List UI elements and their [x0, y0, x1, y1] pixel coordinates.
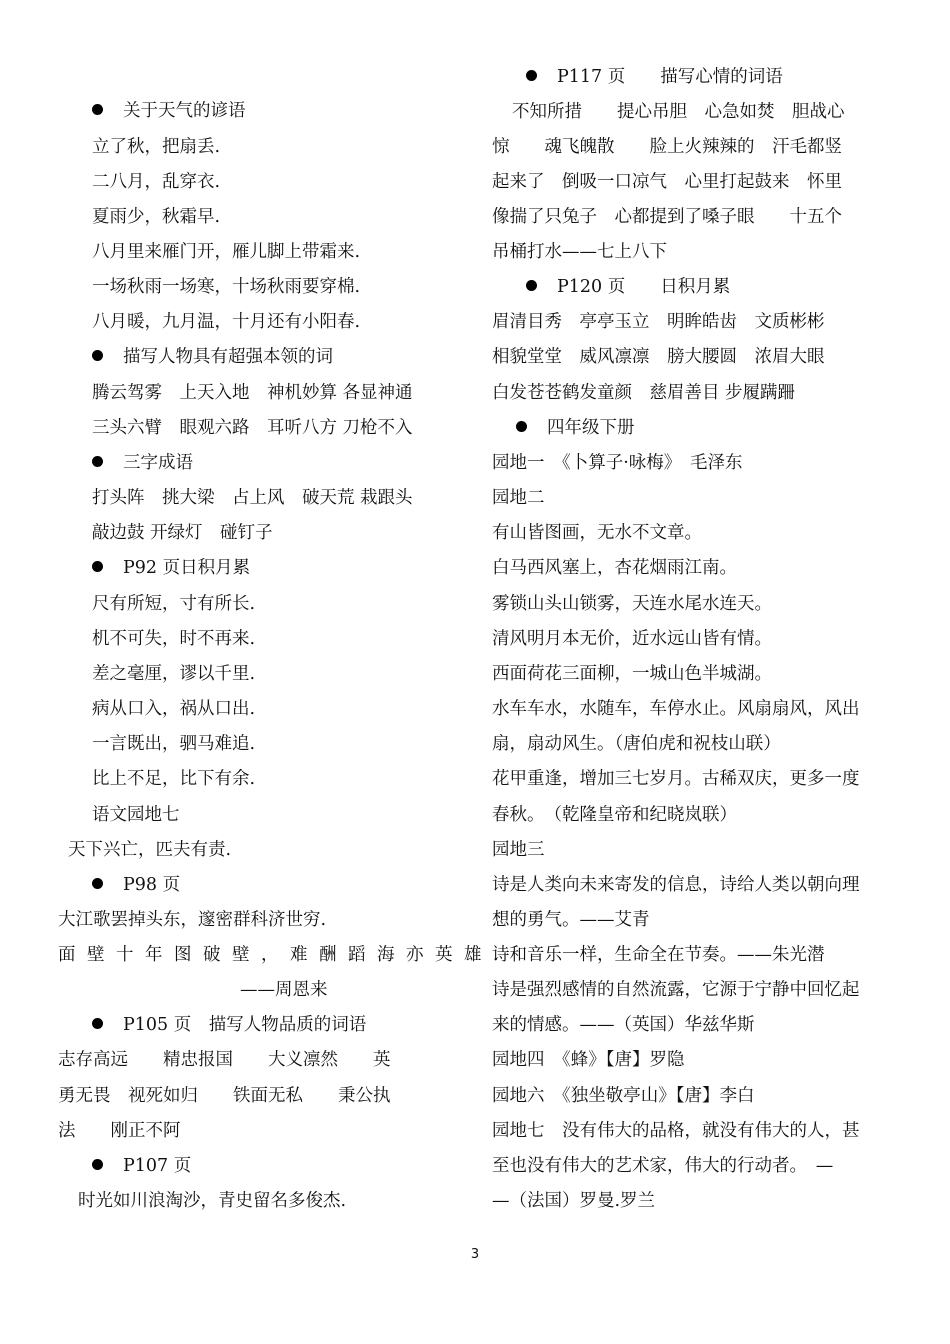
- heading-p92: P92 页日积月累: [92, 556, 492, 580]
- text-line: 至也没有伟大的艺术家，伟大的行动者。 —: [492, 1156, 834, 1176]
- text-line: 园地四 《蜂》【唐】罗隐: [492, 1050, 685, 1070]
- text-line: 打头阵 挑大梁 占上风 破天荒 栽跟头: [92, 488, 413, 508]
- text-line: 吊桶打水——七上八下: [492, 242, 667, 262]
- text-line: 时光如川浪淘沙，青史留名多俊杰.: [78, 1191, 347, 1211]
- text-line: 八月暖，九月温，十月还有小阳春.: [92, 312, 361, 332]
- bullet-icon: [92, 456, 103, 467]
- text-line: 大江歌罢掉头东，邃密群科济世穷.: [58, 910, 327, 930]
- text-line: 法 刚正不阿: [58, 1121, 181, 1141]
- text-line: 病从口入，祸从口出.: [92, 699, 256, 719]
- text-line: 诗是人类向未来寄发的信息，诗给人类以朝向理: [492, 875, 860, 895]
- text-line: 园地七 没有伟大的品格，就没有伟大的人，甚: [492, 1121, 860, 1141]
- text-line: 诗和音乐一样，生命全在节奏。——朱光潜: [492, 945, 825, 965]
- text-line: 花甲重逢，增加三七岁月。古稀双庆，更多一度: [492, 769, 860, 789]
- text-line: 白发苍苍鹤发童颜 慈眉善目 步履蹒跚: [492, 383, 796, 403]
- text-line: 一言既出，驷马难追.: [92, 734, 256, 754]
- text-line: 二八月，乱穿衣.: [92, 172, 221, 192]
- text-line: 面壁十年图破壁，难酬蹈海亦英雄.: [58, 945, 511, 965]
- text-line: 起来了 倒吸一口凉气 心里打起鼓来 怀里: [492, 172, 842, 192]
- bullet-icon: [92, 561, 103, 572]
- text-line: 雾锁山头山锁雾，天连水尾水连天。: [492, 594, 772, 614]
- text-line: 园地一 《卜算子·咏梅》 毛泽东: [492, 453, 743, 473]
- text-line: 有山皆图画，无水不文章。: [492, 523, 702, 543]
- text-line: 差之毫厘，谬以千里.: [92, 664, 256, 684]
- text-line: 诗是强烈感情的自然流露，它源于宁静中回忆起: [492, 980, 860, 1000]
- author-line: ——周恩来: [240, 980, 328, 1000]
- bullet-icon: [92, 104, 103, 115]
- text-line: 夏雨少，秋霜早.: [92, 207, 221, 227]
- text-line: 八月里来雁门开，雁儿脚上带霜来.: [92, 242, 361, 262]
- bullet-icon: [92, 878, 103, 889]
- bullet-icon: [526, 280, 537, 291]
- text-line: —（法国）罗曼.罗兰: [492, 1191, 656, 1211]
- bullet-icon: [526, 70, 537, 81]
- bullet-icon: [92, 1159, 103, 1170]
- text-line: 清风明月本无价，近水远山皆有情。: [492, 629, 772, 649]
- text-line: 敲边鼓 开绿灯 碰钉子: [92, 523, 273, 543]
- text-line: 园地三: [492, 840, 545, 860]
- heading-grade4-vol2: 四年级下册: [516, 416, 916, 440]
- text-line: 一场秋雨一场寒，十场秋雨要穿棉.: [92, 277, 361, 297]
- heading-p117: P117 页 描写心情的词语: [526, 65, 926, 89]
- heading-p98: P98 页: [92, 873, 492, 897]
- text-line: 志存高远 精忠报国 大义凛然 英: [58, 1050, 391, 1070]
- text-line: 三头六臂 眼观六路 耳听八方 刀枪不入: [92, 418, 413, 438]
- heading-abilities: 描写人物具有超强本领的词: [92, 345, 492, 369]
- text-line: 白马西风塞上，杏花烟雨江南。: [492, 558, 737, 578]
- heading-weather-proverbs: 关于天气的谚语: [92, 99, 492, 123]
- text-line: 西面荷花三面柳，一城山色半城湖。: [492, 664, 772, 684]
- text-line: 惊 魂飞魄散 脸上火辣辣的 汗毛都竖: [492, 137, 842, 157]
- text-line: 不知所措 提心吊胆 心急如焚 胆战心: [512, 102, 845, 122]
- text-line: 园地六 《独坐敬亭山》【唐】李白: [492, 1086, 755, 1106]
- heading-p107: P107 页: [92, 1154, 492, 1178]
- heading-p120: P120 页 日积月累: [526, 275, 926, 299]
- text-line: 机不可失，时不再来.: [92, 629, 256, 649]
- text-line: 勇无畏 视死如归 铁面无私 秉公执: [58, 1086, 391, 1106]
- heading-p105: P105 页 描写人物品质的词语: [92, 1013, 492, 1037]
- text-line: 语文园地七: [92, 805, 180, 825]
- text-line: 想的勇气。——艾青: [492, 910, 650, 930]
- text-line: 相貌堂堂 威风凛凛 膀大腰圆 浓眉大眼: [492, 347, 825, 367]
- text-line: 来的情感。——（英国）华兹华斯: [492, 1015, 755, 1035]
- text-line: 比上不足，比下有余.: [92, 769, 256, 789]
- text-line: 春秋。 （乾隆皇帝和纪晓岚联）: [492, 805, 737, 825]
- bullet-icon: [92, 1018, 103, 1029]
- bullet-icon: [92, 350, 103, 361]
- text-line: 园地二: [492, 488, 545, 508]
- heading-three-char-idioms: 三字成语: [92, 451, 492, 475]
- bullet-icon: [516, 421, 527, 432]
- text-line: 天下兴亡，匹夫有责.: [68, 840, 232, 860]
- text-line: 像揣了只兔子 心都提到了嗓子眼 十五个: [492, 207, 842, 227]
- text-line: 扇，扇动风生。（唐伯虎和祝枝山联）: [492, 734, 781, 754]
- text-line: 腾云驾雾 上天入地 神机妙算 各显神通: [92, 383, 413, 403]
- text-line: 眉清目秀 亭亭玉立 明眸皓齿 文质彬彬: [492, 312, 825, 332]
- text-line: 立了秋，把扇丢.: [92, 137, 221, 157]
- text-line: 尺有所短，寸有所长.: [92, 594, 256, 614]
- page-number: 3: [470, 1247, 480, 1262]
- text-line: 水车车水，水随车，车停水止。风扇扇风，风出: [492, 699, 860, 719]
